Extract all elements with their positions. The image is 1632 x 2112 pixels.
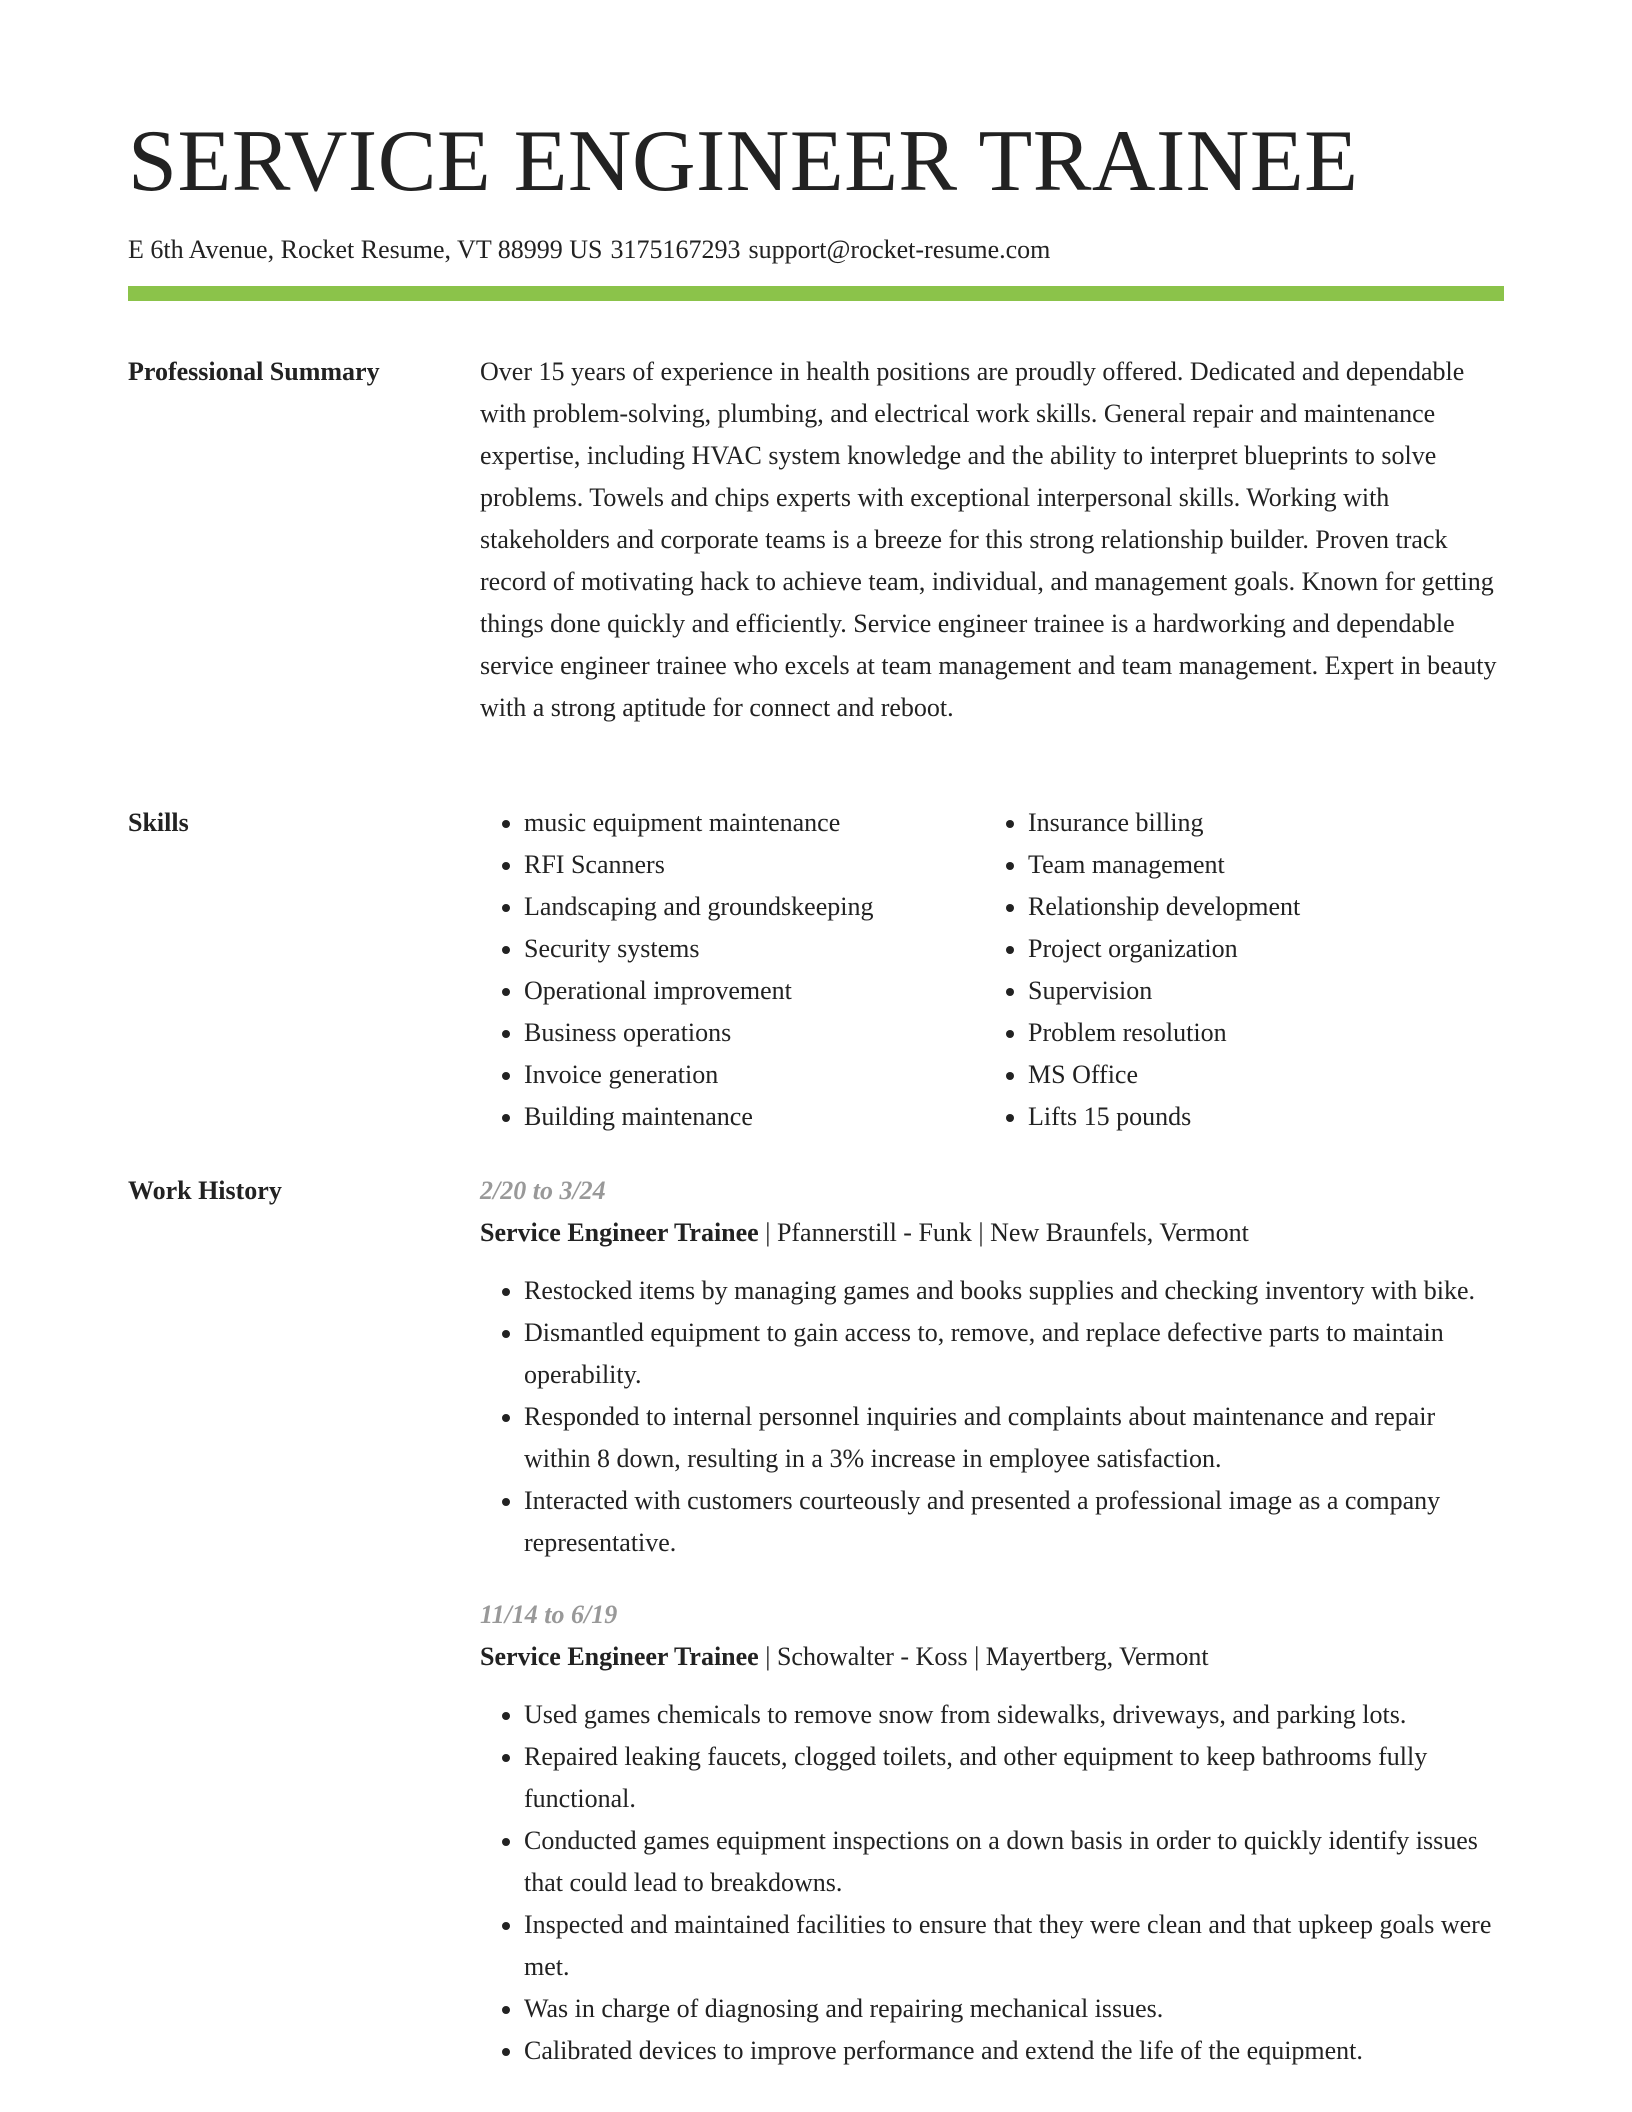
skills-list-left xyxy=(480,802,984,1138)
work-history-body xyxy=(480,1170,1504,2102)
job-dates: 11/14 to 6/19 xyxy=(480,1600,618,1629)
work-history-section-title: Work History xyxy=(128,1176,282,1205)
skill-item: • Invoice generation xyxy=(524,1054,984,1096)
job-bullet-list xyxy=(480,1694,1504,2072)
contact-line xyxy=(128,233,1050,267)
skill-item: • Relationship development xyxy=(1028,886,1488,928)
skills-columns xyxy=(480,802,1504,1138)
skill-item: • Business operations xyxy=(524,1012,984,1054)
summary-text: Over 15 years of experience in health positions are proudly offered. Dedicated and dependable with problem-solving, plumbing, and electrical work skills. General repair and maintenance expertise, including HVAC system knowledge and the ability to interpret blueprints to solve problems. Towels and chips experts with exceptional interpersonal skills. Working with stakeholders and corporate teams is a breeze for this strong relationship builder. Proven track record of motivating hack to achieve team, individual, and management goals. Known for getting things done quickly and efficiently. Service engineer trainee is a hardworking and dependable service engineer trainee who excels at team management and team management. Expert in beauty with a strong aptitude for connect and reboot. xyxy=(480,357,1497,722)
job-bullet-list xyxy=(480,1270,1504,1564)
skill-item: • Operational improvement xyxy=(524,970,984,1012)
job-bullet: • Repaired leaking faucets, clogged toilets, and other equipment to keep bathrooms fully functional. xyxy=(524,1736,1504,1820)
job-title-line xyxy=(480,1636,1504,1678)
skill-item: • Problem resolution xyxy=(1028,1012,1488,1054)
skill-item: • Building maintenance xyxy=(524,1096,984,1138)
job-entry xyxy=(480,1170,1504,1564)
skills-section-title: Skills xyxy=(128,808,189,837)
contact-address: E 6th Avenue, Rocket Resume, VT 88999 US xyxy=(128,235,603,264)
skill-item: • Landscaping and groundskeeping xyxy=(524,886,984,928)
skills-body xyxy=(480,802,1504,1138)
skill-item: • Project organization xyxy=(1028,928,1488,970)
skill-item: • RFI Scanners xyxy=(524,844,984,886)
job-bullet: • Responded to internal personnel inquiries and complaints about maintenance and repair within 8 down, resulting in a 3% increase in employee satisfaction. xyxy=(524,1396,1504,1480)
skill-item: • Security systems xyxy=(524,928,984,970)
resume-name-heading: SERVICE ENGINEER TRAINEE xyxy=(128,113,1359,210)
job-details: | Pfannerstill - Funk | New Braunfels, Vermont xyxy=(758,1218,1249,1247)
job-bullet: • Calibrated devices to improve performance and extend the life of the equipment. xyxy=(524,2030,1504,2072)
job-dates: 2/20 to 3/24 xyxy=(480,1176,606,1205)
job-bullet: • Restocked items by managing games and books supplies and checking inventory with bike. xyxy=(524,1270,1504,1312)
contact-email: support@rocket-resume.com xyxy=(748,235,1051,264)
skill-item: • MS Office xyxy=(1028,1054,1488,1096)
job-bullet: • Inspected and maintained facilities to ensure that they were clean and that upkeep goals were met. xyxy=(524,1904,1504,1988)
skill-item: • Supervision xyxy=(1028,970,1488,1012)
skill-item: • music equipment maintenance xyxy=(524,802,984,844)
job-title-line xyxy=(480,1212,1504,1254)
job-title: Service Engineer Trainee xyxy=(480,1642,759,1671)
skill-item: • Insurance billing xyxy=(1028,802,1488,844)
skill-item: • Lifts 15 pounds xyxy=(1028,1096,1488,1138)
skill-item: • Team management xyxy=(1028,844,1488,886)
job-bullet: • Interacted with customers courteously and presented a professional image as a company representative. xyxy=(524,1480,1504,1564)
job-entry xyxy=(480,1594,1504,2072)
header-divider xyxy=(128,286,1504,301)
skills-list-right xyxy=(984,802,1488,1138)
job-title: Service Engineer Trainee xyxy=(480,1218,759,1247)
summary-body xyxy=(480,351,1504,729)
job-bullet: • Used games chemicals to remove snow from sidewalks, driveways, and parking lots. xyxy=(524,1694,1504,1736)
job-details: | Schowalter - Koss | Mayertberg, Vermont xyxy=(758,1642,1209,1671)
summary-section-title: Professional Summary xyxy=(128,357,380,386)
job-bullet: • Dismantled equipment to gain access to, remove, and replace defective parts to maintain operability. xyxy=(524,1312,1504,1396)
job-bullet: • Conducted games equipment inspections on a down basis in order to quickly identify issues that could lead to breakdowns. xyxy=(524,1820,1504,1904)
contact-phone: 3175167293 xyxy=(610,235,741,264)
job-bullet: • Was in charge of diagnosing and repairing mechanical issues. xyxy=(524,1988,1504,2030)
